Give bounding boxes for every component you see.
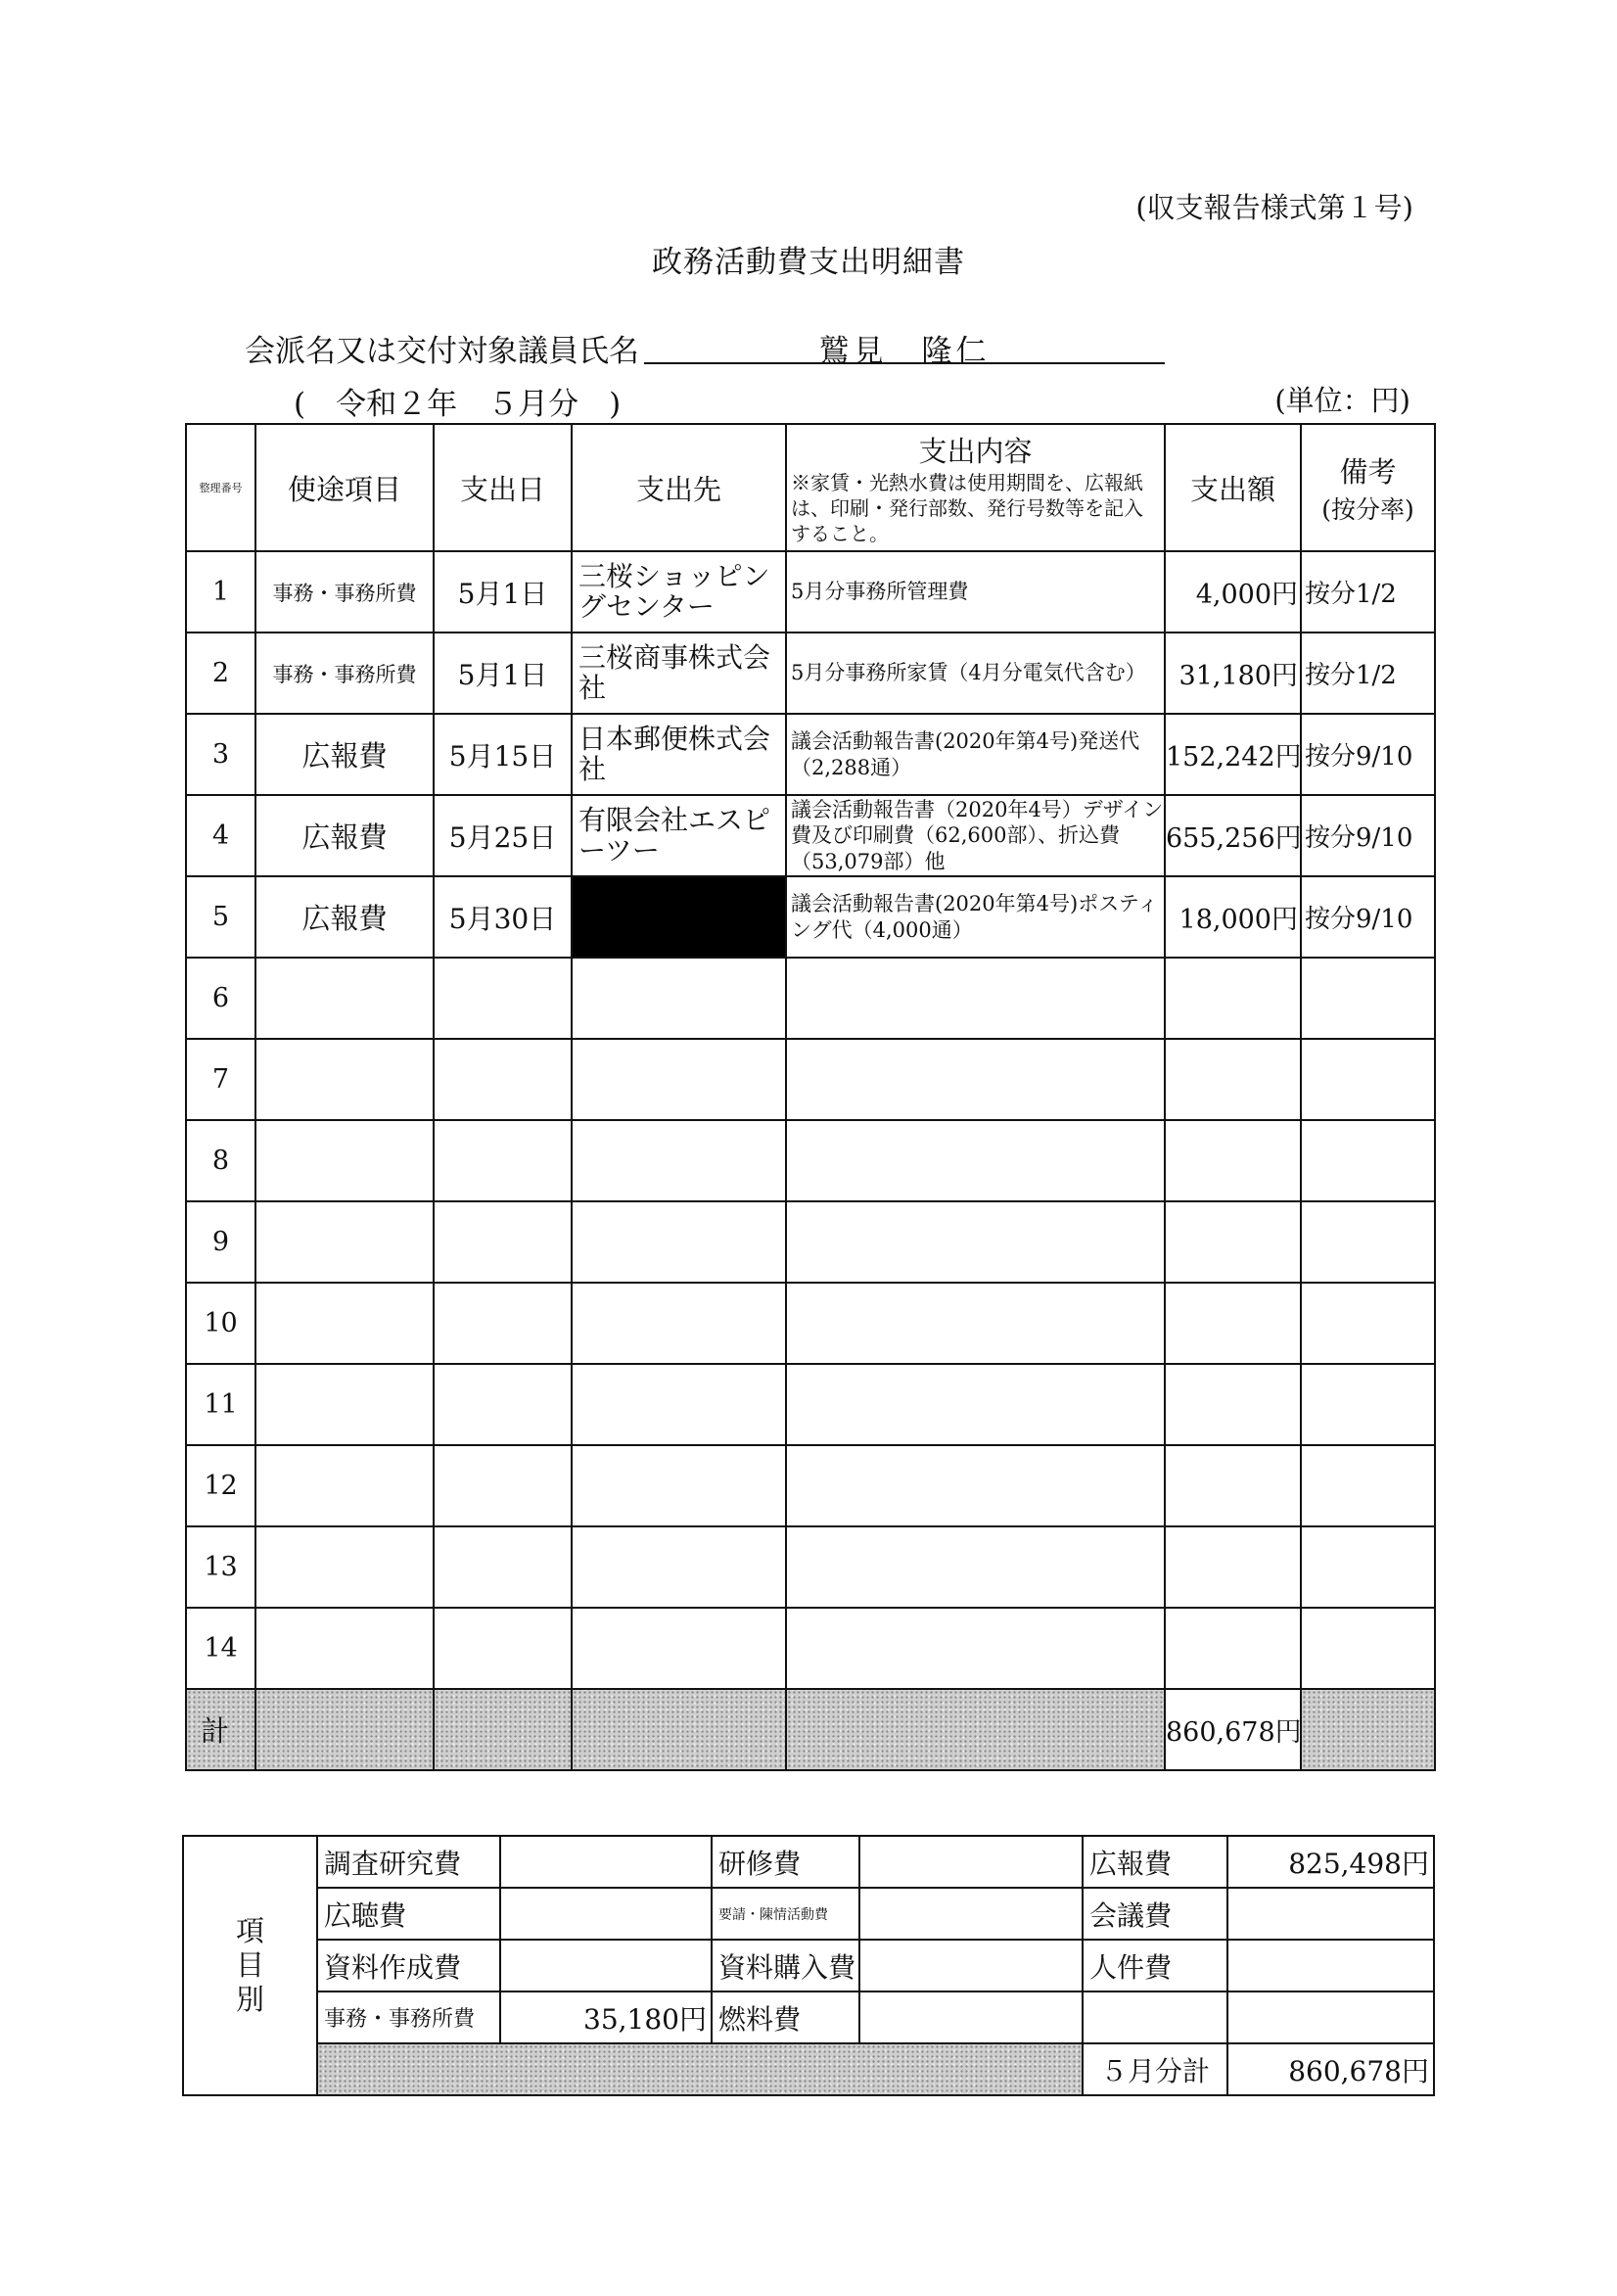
row-item: 広報費 [255, 876, 434, 958]
fuel-label: 燃料費 [712, 1991, 859, 2043]
meeting-label: 会議費 [1083, 1888, 1227, 1940]
row-amount: 655,256円 [1165, 795, 1301, 876]
row-remarks [1301, 1201, 1435, 1283]
meeting-value [1227, 1888, 1434, 1940]
row-date [434, 1608, 572, 1689]
header-item: 使途項目 [255, 424, 434, 551]
row-amount: 4,000円 [1165, 551, 1301, 633]
row-payee [572, 1526, 786, 1608]
header-description-label: 支出内容 [918, 434, 1033, 468]
blank-value [1227, 1991, 1434, 2043]
row-item [255, 1526, 434, 1608]
row-amount [1165, 1608, 1301, 1689]
row-payee: 三桜商事株式会社 [572, 633, 786, 714]
header-remarks-label: 備考 [1339, 454, 1397, 489]
row-description: 議会活動報告書(2020年第4号)発送代（2,288通） [786, 714, 1165, 795]
form-number: (収支報告様式第１号) [1135, 191, 1413, 224]
fuel-value [859, 1991, 1083, 2043]
category-label-text: 項 目 別 [235, 1914, 264, 2016]
row-remarks [1301, 958, 1435, 1039]
row-payee-redacted [572, 876, 786, 958]
petition-label: 要請・陳情活動費 [712, 1888, 859, 1940]
row-amount [1165, 1120, 1301, 1201]
row-number: 7 [186, 1039, 255, 1120]
table-row [186, 1039, 1435, 1120]
row-number: 13 [186, 1526, 255, 1608]
header-amount: 支出額 [1165, 424, 1301, 551]
row-amount [1165, 958, 1301, 1039]
row-amount: 31,180円 [1165, 633, 1301, 714]
office-value: 35,180円 [500, 1991, 712, 2043]
table-row [186, 1608, 1435, 1689]
total-label: 計 [186, 1689, 255, 1770]
personnel-label: 人件費 [1083, 1940, 1227, 1991]
row-payee [572, 1364, 786, 1445]
row-date [434, 1526, 572, 1608]
row-item [255, 1039, 434, 1120]
header-remarks-note: (按分率) [1321, 494, 1414, 524]
training-value [859, 1836, 1083, 1888]
row-payee [572, 1201, 786, 1283]
row-date: 5月25日 [434, 795, 572, 876]
table-row [186, 633, 1435, 714]
research-label: 調査研究費 [317, 1836, 500, 1888]
category-label [183, 1836, 317, 2095]
total-shaded-cell [434, 1689, 572, 1770]
header-remarks [1301, 424, 1435, 551]
row-remarks: 按分1/2 [1301, 633, 1435, 714]
row-payee [572, 958, 786, 1039]
row-remarks: 按分9/10 [1301, 876, 1435, 958]
row-amount [1165, 1283, 1301, 1364]
row-date: 5月15日 [434, 714, 572, 795]
row-description: 議会活動報告書(2020年第4号)ポスティング代（4,000通） [786, 876, 1165, 958]
table-row [186, 958, 1435, 1039]
row-description: 議会活動報告書（2020年4号）デザイン費及び印刷費（62,600部）、折込費（53,079部）他 [786, 795, 1165, 876]
row-payee: 有限会社エスピーツー [572, 795, 786, 876]
table-row [186, 714, 1435, 795]
row-payee: 日本郵便株式会社 [572, 714, 786, 795]
personnel-value [1227, 1940, 1434, 1991]
row-description [786, 1283, 1165, 1364]
row-payee [572, 1608, 786, 1689]
row-remarks [1301, 1445, 1435, 1526]
total-amount: 860,678円 [1165, 1689, 1301, 1770]
row-amount [1165, 1039, 1301, 1120]
row-amount [1165, 1201, 1301, 1283]
member-name-underline [644, 362, 1165, 364]
row-amount [1165, 1364, 1301, 1445]
row-number: 10 [186, 1283, 255, 1364]
row-remarks: 按分1/2 [1301, 551, 1435, 633]
row-item: 広報費 [255, 714, 434, 795]
row-item: 広報費 [255, 795, 434, 876]
row-remarks [1301, 1283, 1435, 1364]
row-item: 事務・事務所費 [255, 633, 434, 714]
row-date [434, 958, 572, 1039]
row-description [786, 1201, 1165, 1283]
total-shaded-cell [255, 1689, 434, 1770]
row-number: 12 [186, 1445, 255, 1526]
materials-purchase-value [859, 1940, 1083, 1991]
row-description: 5月分事務所管理費 [786, 551, 1165, 633]
header-no: 整理番号 [186, 424, 255, 551]
faction-label: 会派名又は交付対象議員氏名 [245, 334, 639, 369]
table-row [186, 551, 1435, 633]
category-summary-table [182, 1835, 1435, 2096]
row-item [255, 958, 434, 1039]
row-date: 5月1日 [434, 633, 572, 714]
row-number: 6 [186, 958, 255, 1039]
row-number: 5 [186, 876, 255, 958]
unit-label: (単位：円) [1274, 384, 1410, 417]
row-amount [1165, 1445, 1301, 1526]
row-remarks [1301, 1120, 1435, 1201]
row-payee [572, 1039, 786, 1120]
office-label: 事務・事務所費 [317, 1991, 500, 2043]
blank-label [1083, 1991, 1227, 2043]
row-amount: 18,000円 [1165, 876, 1301, 958]
row-description [786, 1445, 1165, 1526]
row-payee [572, 1120, 786, 1201]
row-date [434, 1120, 572, 1201]
header-description-note: ※家賃・光熱水費は使用期間を、広報紙は、印刷・発行部数、発行号数等を記入すること。 [791, 470, 1143, 545]
table-row [186, 1120, 1435, 1201]
row-payee [572, 1445, 786, 1526]
row-number: 2 [186, 633, 255, 714]
total-row [186, 1689, 1435, 1770]
row-item [255, 1201, 434, 1283]
row-date [434, 1201, 572, 1283]
table-header-row [186, 424, 1435, 551]
total-shaded-cell [786, 1689, 1165, 1770]
hearing-label: 広聴費 [317, 1888, 500, 1940]
row-remarks [1301, 1364, 1435, 1445]
petition-value [859, 1888, 1083, 1940]
row-number: 9 [186, 1201, 255, 1283]
table-row [186, 1364, 1435, 1445]
row-number: 1 [186, 551, 255, 633]
shaded-area [317, 2043, 1083, 2095]
materials-creation-label: 資料作成費 [317, 1940, 500, 1991]
row-number: 11 [186, 1364, 255, 1445]
materials-creation-value [500, 1940, 712, 1991]
row-amount: 152,242円 [1165, 714, 1301, 795]
row-description [786, 1526, 1165, 1608]
row-item [255, 1608, 434, 1689]
row-payee [572, 1283, 786, 1364]
row-remarks: 按分9/10 [1301, 714, 1435, 795]
row-date [434, 1445, 572, 1526]
table-row [186, 876, 1435, 958]
publicity-label: 広報費 [1083, 1836, 1227, 1888]
header-description [786, 424, 1165, 551]
row-description [786, 1039, 1165, 1120]
row-item [255, 1283, 434, 1364]
row-item [255, 1364, 434, 1445]
materials-purchase-label: 資料購入費 [712, 1940, 859, 1991]
row-remarks [1301, 1608, 1435, 1689]
expense-table [185, 423, 1436, 1771]
publicity-value: 825,498円 [1227, 1836, 1434, 1888]
table-row [186, 1445, 1435, 1526]
row-amount [1165, 1526, 1301, 1608]
table-row [186, 795, 1435, 876]
row-date: 5月30日 [434, 876, 572, 958]
member-name: 鷲見 隆仁 [818, 334, 991, 369]
row-description [786, 1608, 1165, 1689]
table-row [186, 1283, 1435, 1364]
row-item: 事務・事務所費 [255, 551, 434, 633]
row-description [786, 1120, 1165, 1201]
row-number: 8 [186, 1120, 255, 1201]
row-item [255, 1445, 434, 1526]
monthly-total-value: 860,678円 [1227, 2043, 1434, 2095]
row-description [786, 1364, 1165, 1445]
row-number: 3 [186, 714, 255, 795]
row-number: 14 [186, 1608, 255, 1689]
row-item [255, 1120, 434, 1201]
row-date [434, 1039, 572, 1120]
row-description [786, 958, 1165, 1039]
period: ( 令和２年 ５月分 ) [294, 387, 622, 422]
row-number: 4 [186, 795, 255, 876]
row-remarks: 按分9/10 [1301, 795, 1435, 876]
header-date: 支出日 [434, 424, 572, 551]
monthly-total-label: ５月分計 [1083, 2043, 1227, 2095]
hearing-value [500, 1888, 712, 1940]
row-date [434, 1283, 572, 1364]
table-row [186, 1201, 1435, 1283]
research-value [500, 1836, 712, 1888]
training-label: 研修費 [712, 1836, 859, 1888]
table-row [186, 1526, 1435, 1608]
header-payee: 支出先 [572, 424, 786, 551]
row-remarks [1301, 1526, 1435, 1608]
row-remarks [1301, 1039, 1435, 1120]
row-payee: 三桜ショッピングセンター [572, 551, 786, 633]
row-date: 5月1日 [434, 551, 572, 633]
row-date [434, 1364, 572, 1445]
total-shaded-cell [572, 1689, 786, 1770]
total-remarks-shaded [1301, 1689, 1435, 1770]
document-title: 政務活動費支出明細書 [652, 245, 965, 280]
row-description: 5月分事務所家賃（4月分電気代含む） [786, 633, 1165, 714]
